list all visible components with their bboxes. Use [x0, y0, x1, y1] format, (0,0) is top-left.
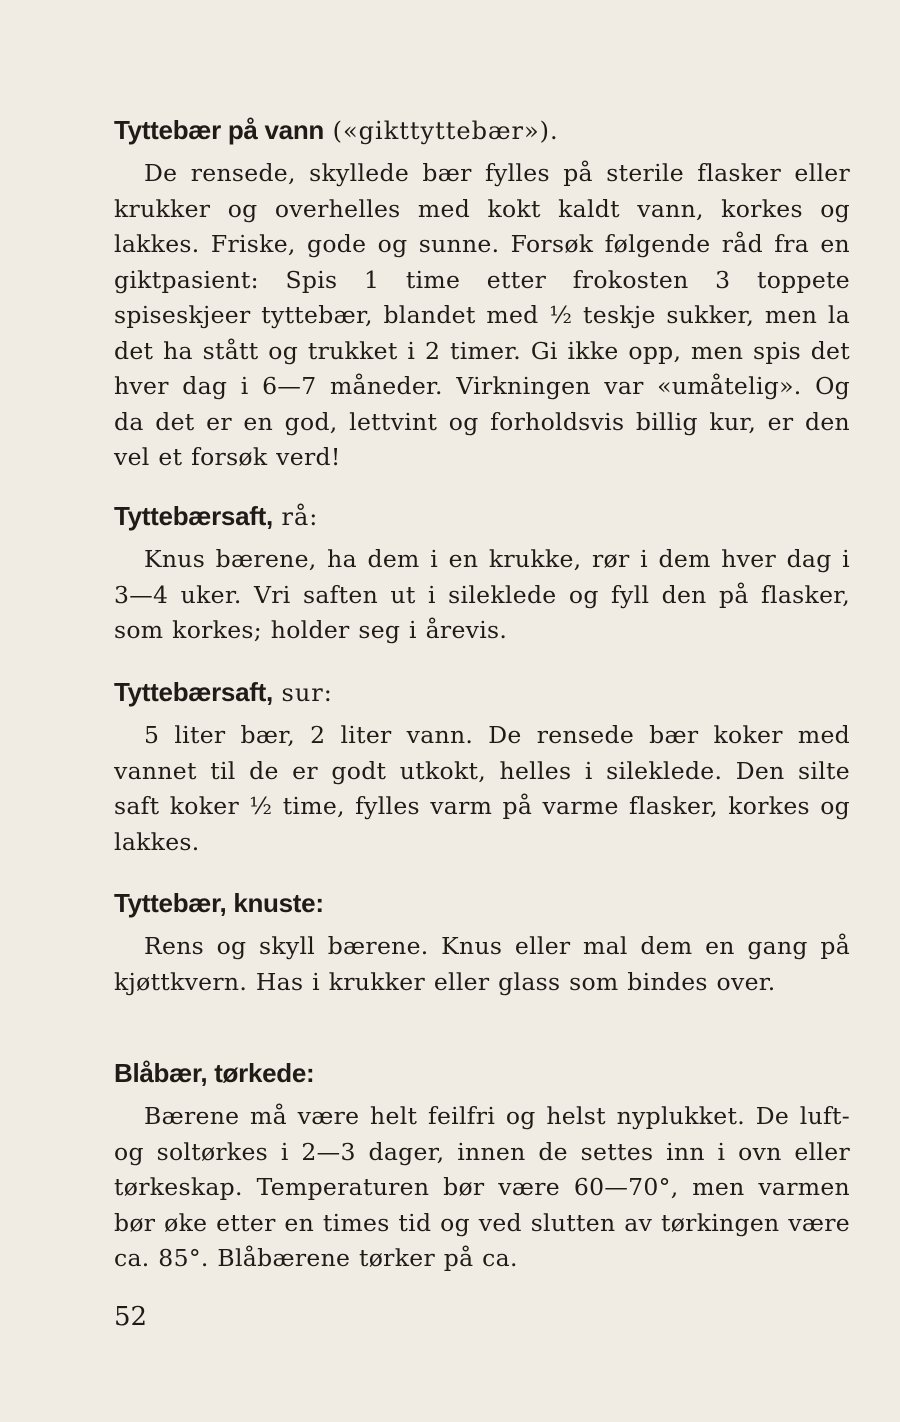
recipe-tyttebaersaft-raa [114, 499, 850, 649]
recipe-note: rå: [272, 503, 319, 531]
recipe-text: Bærene må være helt feilfri og helst nyplukket. De luft- og soltørkes i 2—3 dager, innen de settes inn i ovn eller tørkeskap. Temperaturen bør være 60—70°, men varmen bør øke etter en times tid og ved slutten av tørkingen være ca. 85°. Blåbærene tørker på ca. [114, 1102, 850, 1272]
recipe-title: Tyttebær, knuste: [114, 888, 324, 918]
recipe-heading [114, 113, 850, 148]
recipe-text: De rensede, skyllede bær fylles på sterile flasker eller krukker og overhelles med kokt kaldt vann, korkes og lakkes. Friske, gode og sunne. Forsøk følgende råd fra en giktpasient: Spis 1 time etter frokosten 3 toppete spiseskjeer tyttebær, blandet med ½ teskje sukker, men la det ha stått og trukket i 2 timer. Gi ikke opp, men spis det hver dag i 6—7 måneder. Virkningen var «umåtelig». Og da det er en god, lettvint og forholdsvis billig kur, er den vel et forsøk verd! [114, 159, 850, 471]
recipe-tyttebaer-knuste [114, 886, 850, 1000]
recipe-text: Rens og skyll bærene. Knus eller mal dem en gang på kjøttkvern. Has i krukker eller glass som bindes over. [114, 932, 850, 996]
recipe-tyttebaer-paa-vann [114, 113, 850, 476]
recipe-title: Blåbær, tørkede: [114, 1058, 315, 1088]
recipe-title: Tyttebærsaft, [114, 501, 273, 531]
page-number: 52 [114, 1302, 148, 1332]
recipe-heading [114, 499, 850, 534]
recipe-text: Knus bærene, ha dem i en krukke, rør i dem hver dag i 3—4 uker. Vri saften ut i sileklede og fyll den på flasker, som korkes; holder seg i årevis. [114, 545, 850, 644]
recipe-tyttebaersaft-sur [114, 675, 850, 860]
recipe-heading [114, 886, 850, 921]
recipe-note: sur: [272, 679, 333, 707]
recipe-heading [114, 1056, 850, 1091]
recipe-title: Tyttebær på vann [114, 115, 324, 145]
recipe-heading [114, 675, 850, 710]
recipe-note: («gikttyttebær»). [323, 117, 559, 145]
recipe-text: 5 liter bær, 2 liter vann. De rensede bær koker med vannet til de er godt utkokt, helles i sileklede. Den silte saft koker ½ time, fylles varm på varme flasker, korkes og lakkes. [114, 721, 850, 856]
recipe-blaabaer-toerkede [114, 1056, 850, 1277]
recipe-title: Tyttebærsaft, [114, 677, 273, 707]
